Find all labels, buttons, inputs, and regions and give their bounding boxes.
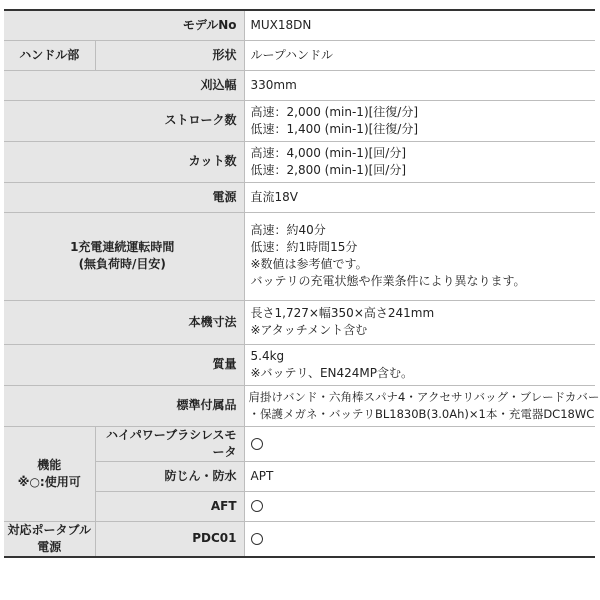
runtime-label-line2: (無負荷時/目安) [78, 257, 166, 271]
available-circle-icon [251, 438, 263, 450]
row-brushless [4, 426, 595, 461]
stroke-value [244, 100, 595, 141]
stroke-high: 高速：2,000 (min-1)[往復/分] [250, 104, 419, 119]
cut-width-label: 刈込幅 [4, 70, 244, 100]
mass-note: ※バッテリ、EN424MP含む。 [250, 365, 414, 380]
portable-value [244, 521, 595, 557]
cut-width-value: 330mm [244, 70, 595, 100]
aft-value [244, 491, 595, 521]
mass-value [244, 344, 595, 385]
row-stroke [4, 100, 595, 141]
power-value: 直流18V [244, 182, 595, 212]
row-power [4, 182, 595, 212]
portable-group-line2: 電源 [37, 539, 62, 554]
runtime-label [4, 212, 244, 300]
brushless-value [244, 426, 595, 461]
accessories-value [244, 385, 600, 426]
functions-group-label [4, 426, 95, 521]
functions-group-line2: ※○:使用可 [17, 474, 81, 489]
row-model [4, 10, 595, 40]
runtime-value [244, 212, 595, 300]
brushless-label: ハイパワーブラシレスモータ [95, 426, 244, 461]
dimensions-value [244, 300, 595, 344]
handle-shape-value: ループハンドル [244, 40, 595, 70]
row-handle [4, 40, 595, 70]
runtime-high: 高速：約40分 [250, 223, 326, 237]
model-value: MUX18DN [244, 10, 595, 40]
row-portable [4, 521, 595, 557]
row-runtime [4, 212, 595, 300]
row-mass [4, 344, 595, 385]
dustproof-label: 防じん・防水 [95, 461, 244, 491]
cuts-low: 低速：2,800 (min-1)[回/分] [250, 162, 407, 177]
row-dimensions [4, 300, 595, 344]
dimensions-label: 本機寸法 [4, 300, 244, 344]
handle-group-label: ハンドル部 [4, 40, 95, 70]
mass-weight: 5.4kg [250, 348, 285, 363]
portable-label: PDC01 [95, 521, 244, 557]
functions-group-line1: 機能 [37, 457, 62, 472]
aft-label: AFT [95, 491, 244, 521]
runtime-note: ※数値は参考値です。 [250, 257, 368, 271]
runtime-low: 低速：約1時間15分 [250, 240, 358, 254]
accessories-line1: 肩掛けバンド・六角棒スパナ4・アクセサリバッグ・ブレードカバー [248, 389, 600, 404]
runtime-note-detail: バッテリの充電状態や作業条件により異なります。 [250, 274, 526, 288]
spec-table-wrapper [4, 9, 600, 558]
cuts-label: カット数 [4, 141, 244, 182]
runtime-label-line1: 1充電連続運転時間 [70, 240, 175, 254]
dustproof-value: APT [244, 461, 595, 491]
portable-group-label [4, 521, 95, 557]
handle-shape-label: 形状 [95, 40, 244, 70]
stroke-low: 低速：1,400 (min-1)[往復/分] [250, 121, 419, 136]
dimensions-size: 長さ1,727×幅350×高さ241mm [250, 306, 435, 320]
accessories-line2: ・保護メガネ・バッテリBL1830B(3.0Ah)×1本・充電器DC18WC [248, 406, 595, 421]
accessories-label: 標準付属品 [4, 385, 244, 426]
model-label: モデルNo [4, 10, 244, 40]
available-circle-icon [251, 533, 263, 545]
available-circle-icon [251, 500, 263, 512]
portable-group-line1: 対応ポータブル [7, 522, 92, 537]
dimensions-note: ※アタッチメント含む [250, 323, 368, 337]
power-label: 電源 [4, 182, 244, 212]
row-cut-width [4, 70, 595, 100]
cuts-value [244, 141, 595, 182]
row-cuts [4, 141, 595, 182]
stroke-label: ストローク数 [4, 100, 244, 141]
spec-table [4, 9, 600, 558]
cuts-high: 高速：4,000 (min-1)[回/分] [250, 145, 407, 160]
mass-label: 質量 [4, 344, 244, 385]
row-accessories [4, 385, 595, 426]
